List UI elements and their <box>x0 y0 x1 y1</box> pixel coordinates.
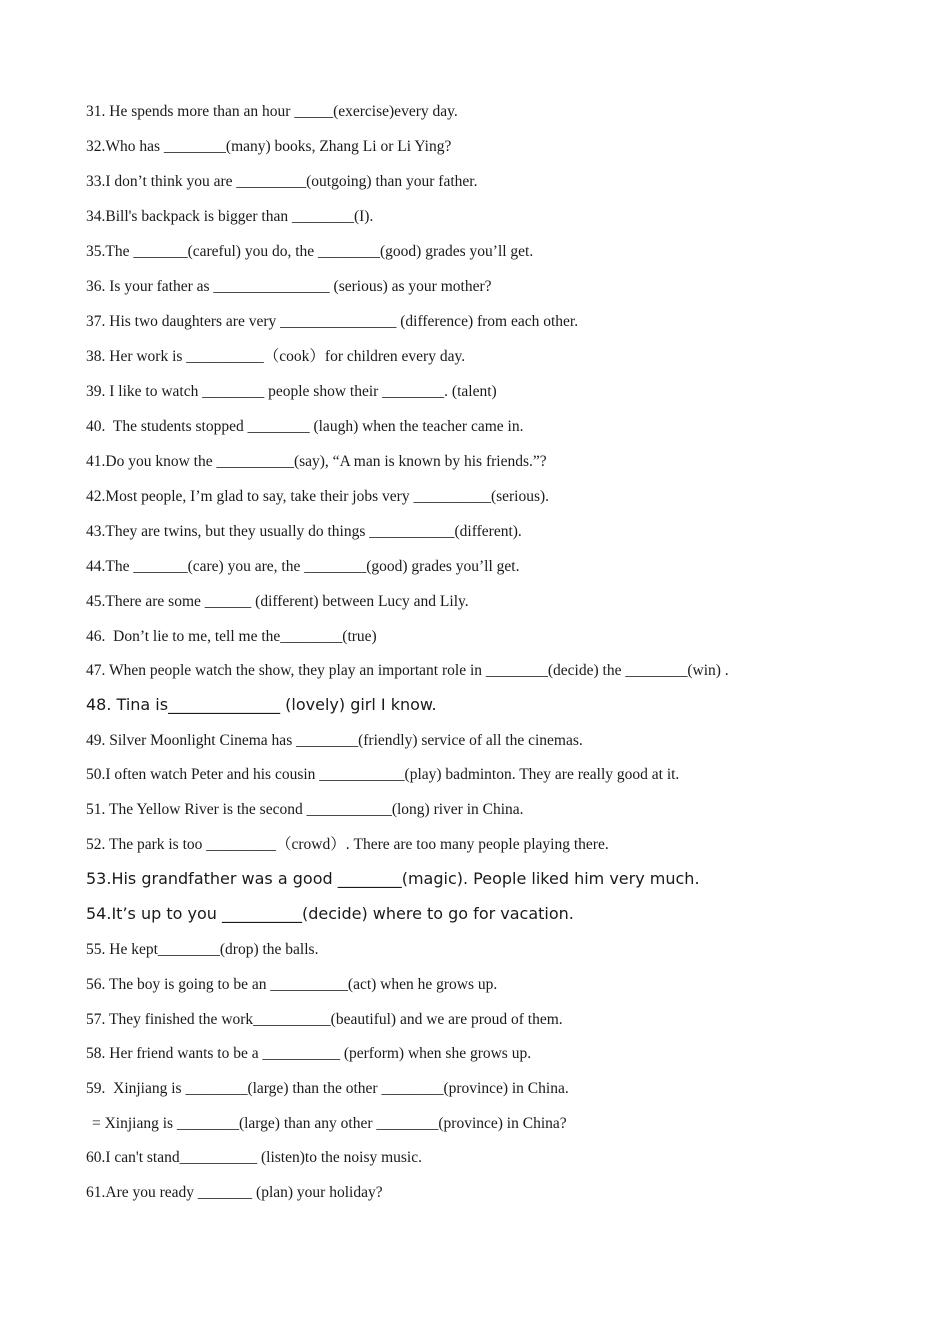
question-48: 48. Tina is______________ (lovely) girl I know. <box>86 695 437 714</box>
question-59: 59. Xinjiang is ________(large) than the other ________(province) in China. <box>86 1080 569 1097</box>
question-32: 32.Who has ________(many) books, Zhang Li or Li Ying? <box>86 138 452 155</box>
question-36: 36. Is your father as _______________ (serious) as your mother? <box>86 278 492 295</box>
question-34: 34.Bill's backpack is bigger than ________(I). <box>86 208 374 225</box>
question-46: 46. Don’t lie to me, tell me the________(true) <box>86 628 377 645</box>
question-33: 33.I don’t think you are _________(outgoing) than your father. <box>86 173 478 190</box>
question-59-rewrite: = Xinjiang is ________(large) than any other ________(province) in China? <box>92 1115 567 1132</box>
question-40: 40. The students stopped ________ (laugh) when the teacher came in. <box>86 418 524 435</box>
question-53: 53.His grandfather was a good ________(magic). People liked him very much. <box>86 869 700 888</box>
question-58: 58. Her friend wants to be a __________ (perform) when she grows up. <box>86 1045 532 1062</box>
question-56: 56. The boy is going to be an __________(act) when he grows up. <box>86 976 498 993</box>
question-55: 55. He kept________(drop) the balls. <box>86 941 319 958</box>
question-51: 51. The Yellow River is the second ___________(long) river in China. <box>86 801 524 818</box>
question-38: 38. Her work is __________（cook）for children every day. <box>86 348 466 365</box>
question-31: 31. He spends more than an hour _____(exercise)every day. <box>86 103 458 120</box>
question-57: 57. They finished the work__________(beautiful) and we are proud of them. <box>86 1011 563 1028</box>
question-61: 61.Are you ready _______ (plan) your holiday? <box>86 1184 383 1201</box>
question-52: 52. The park is too _________（crowd）. There are too many people playing there. <box>86 836 609 853</box>
question-39: 39. I like to watch ________ people show their ________. (talent) <box>86 383 497 400</box>
question-50: 50.I often watch Peter and his cousin ___________(play) badminton. They are really good at it. <box>86 766 680 783</box>
question-42: 42.Most people, I’m glad to say, take their jobs very __________(serious). <box>86 488 550 505</box>
question-35: 35.The _______(careful) you do, the ________(good) grades you’ll get. <box>86 243 534 260</box>
question-54: 54.It’s up to you __________(decide) where to go for vacation. <box>86 904 574 923</box>
question-60: 60.I can't stand__________ (listen)to the noisy music. <box>86 1149 422 1166</box>
question-37: 37. His two daughters are very _______________ (difference) from each other. <box>86 313 579 330</box>
question-44: 44.The _______(care) you are, the ________(good) grades you’ll get. <box>86 558 520 575</box>
question-41: 41.Do you know the __________(say), “A man is known by his friends.”? <box>86 453 547 470</box>
question-45: 45.There are some ______ (different) between Lucy and Lily. <box>86 593 469 610</box>
question-49: 49. Silver Moonlight Cinema has ________(friendly) service of all the cinemas. <box>86 732 583 749</box>
question-43: 43.They are twins, but they usually do things ___________(different). <box>86 523 522 540</box>
question-47: 47. When people watch the show, they play an important role in ________(decide) the ________(win) . <box>86 662 729 679</box>
